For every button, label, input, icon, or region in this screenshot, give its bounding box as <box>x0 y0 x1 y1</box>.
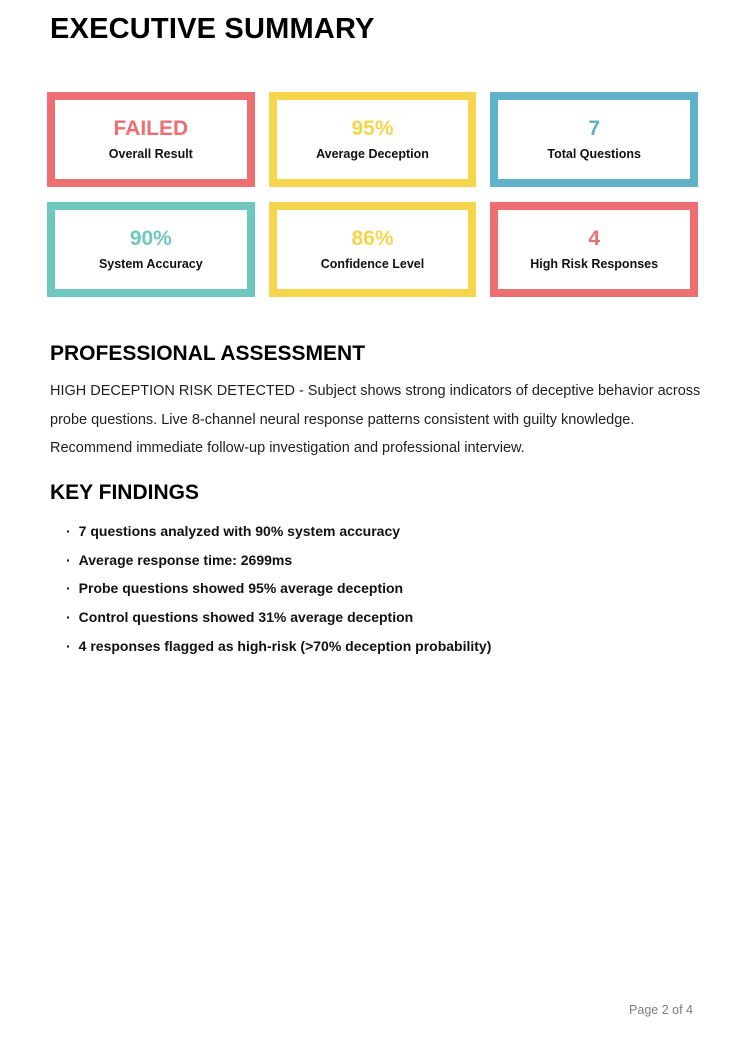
stat-value: 7 <box>588 117 600 141</box>
stat-label: High Risk Responses <box>530 257 659 272</box>
stat-label: Overall Result <box>108 147 193 162</box>
stat-card-confidence-level <box>269 202 477 297</box>
key-finding-item <box>66 632 491 661</box>
assessment-paragraph: HIGH DECEPTION RISK DETECTED - Subject shows strong indicators of deceptive behavior across probe questions. Live 8-channel neural response patterns consistent with guilty knowledge. Recommend immediate follow-up investigation and professional interview. <box>50 383 701 457</box>
stat-value: 86% <box>351 227 394 251</box>
bullet-dot: · <box>66 580 71 597</box>
bullet-dot: · <box>66 637 71 654</box>
key-finding-item <box>66 546 491 575</box>
bullet-dot: · <box>66 551 71 568</box>
key-finding-text: 7 questions analyzed with 90% system accuracy <box>78 523 401 539</box>
stat-card-overall-result <box>47 92 255 187</box>
stat-card-total-questions <box>490 92 698 187</box>
key-finding-text: Control questions showed 31% average deception <box>78 609 414 626</box>
stat-label: System Accuracy <box>98 257 203 272</box>
key-finding-item <box>66 574 491 603</box>
stat-value: 90% <box>129 227 172 251</box>
stat-value: FAILED <box>113 117 189 141</box>
stat-card-high-risk-responses <box>490 202 698 297</box>
bullet-dot: · <box>66 523 71 539</box>
key-finding-text: Probe questions showed 95% average deception <box>78 580 404 597</box>
summary-stat-grid <box>47 92 698 297</box>
key-findings-list <box>66 517 491 661</box>
stat-value: 95% <box>351 117 394 141</box>
stat-label: Total Questions <box>547 147 641 162</box>
section-heading-key-findings: KEY FINDINGS <box>50 481 199 504</box>
stat-label: Average Deception <box>316 147 429 162</box>
key-finding-text: Average response time: 2699ms <box>78 551 293 568</box>
section-heading-professional-assessment: PROFESSIONAL ASSESSMENT <box>50 342 366 365</box>
stat-value: 4 <box>588 227 600 251</box>
stat-card-average-deception <box>269 92 477 187</box>
page-number: Page 2 of 4 <box>629 1003 693 1017</box>
stat-label: Confidence Level <box>320 257 425 272</box>
stat-card-system-accuracy <box>47 202 255 297</box>
page-title: EXECUTIVE SUMMARY <box>50 13 375 45</box>
key-finding-item <box>66 603 491 632</box>
key-finding-item <box>66 517 491 546</box>
key-finding-text: 4 responses flagged as high-risk (>70% deception probability) <box>78 637 492 654</box>
bullet-dot: · <box>66 609 71 626</box>
